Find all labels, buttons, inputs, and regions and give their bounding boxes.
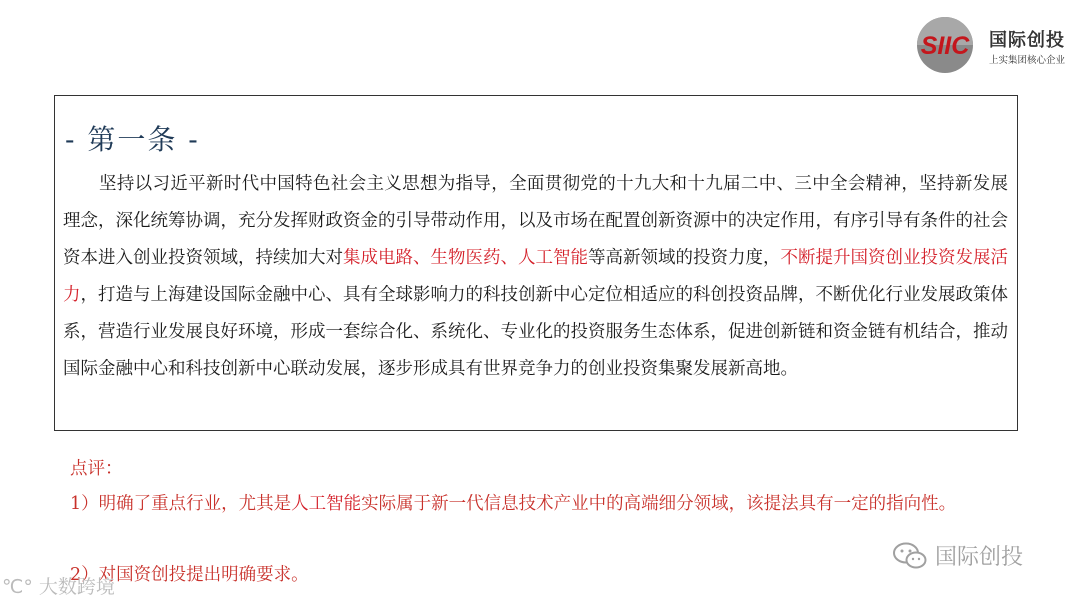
watermark-right: [893, 540, 1023, 571]
highlight-goal: 不断提升国资创业投资发展活力: [63, 248, 1008, 305]
watermark-right-text: 国际创投: [935, 545, 1024, 570]
logo-subtitle: 上实集团核心企业: [989, 55, 1066, 66]
article-body: [63, 166, 1008, 388]
highlight-industries: 集成电路、生物医药、人工智能: [343, 248, 588, 268]
watermark-left-text: 大数跨境: [38, 576, 115, 598]
siic-logo-text: SIIC: [920, 32, 970, 60]
article-text-segment: ，打造与上海建设国际金融中心、具有全球影响力的科技创新中心定位相适应的科创投资品牌，不断优化行业发展政策体系，营造行业发展良好环境，形成一套综合化、系统化、专业化的投资服务生态体系，促进创新链和资金链有机结合，推动国际金融中心和科技创新中心联动发展，逐步形成具有世界竞争力的创业投资集聚发展新高地。: [63, 285, 1008, 379]
comment-item-1: [70, 486, 1015, 523]
comment-1-highlight: 人工智能: [291, 494, 362, 514]
comment-item-2: 2）对国资创投提出明确要求。: [70, 565, 309, 585]
article-text-segment: 坚持以习近平新时代中国特色社会主义思想为指导，全面贯彻党的十九大和十九届二中、三中全会精神，坚持新发展理念，深化统筹协调，充分发挥财政资金的引导带动作用，以及市场在配置创新资源中的决定作用，有序引导有条件的社会资本进入创业投资领域，持续加大对: [63, 174, 1008, 268]
logo-name: 国际创投: [989, 30, 1065, 51]
comment-1-prefix: 1）明确了重点行业，尤其是: [70, 494, 292, 514]
article-title: - 第一条 -: [65, 123, 200, 156]
wechat-icon: [893, 542, 927, 570]
comment-1-suffix: 实际属于新一代信息技术产业中的高端细分领域，该提法具有一定的指向性。: [361, 494, 957, 514]
article-box: [54, 95, 1018, 431]
watermark-left-icon: ℃°: [2, 576, 33, 598]
article-text-segment: 等高新领域的投资力度，: [588, 248, 781, 268]
company-logo: [906, 14, 1074, 74]
watermark-left: [2, 572, 115, 599]
comment-label: 点评：: [70, 459, 123, 479]
siic-logo-icon: [906, 16, 984, 74]
